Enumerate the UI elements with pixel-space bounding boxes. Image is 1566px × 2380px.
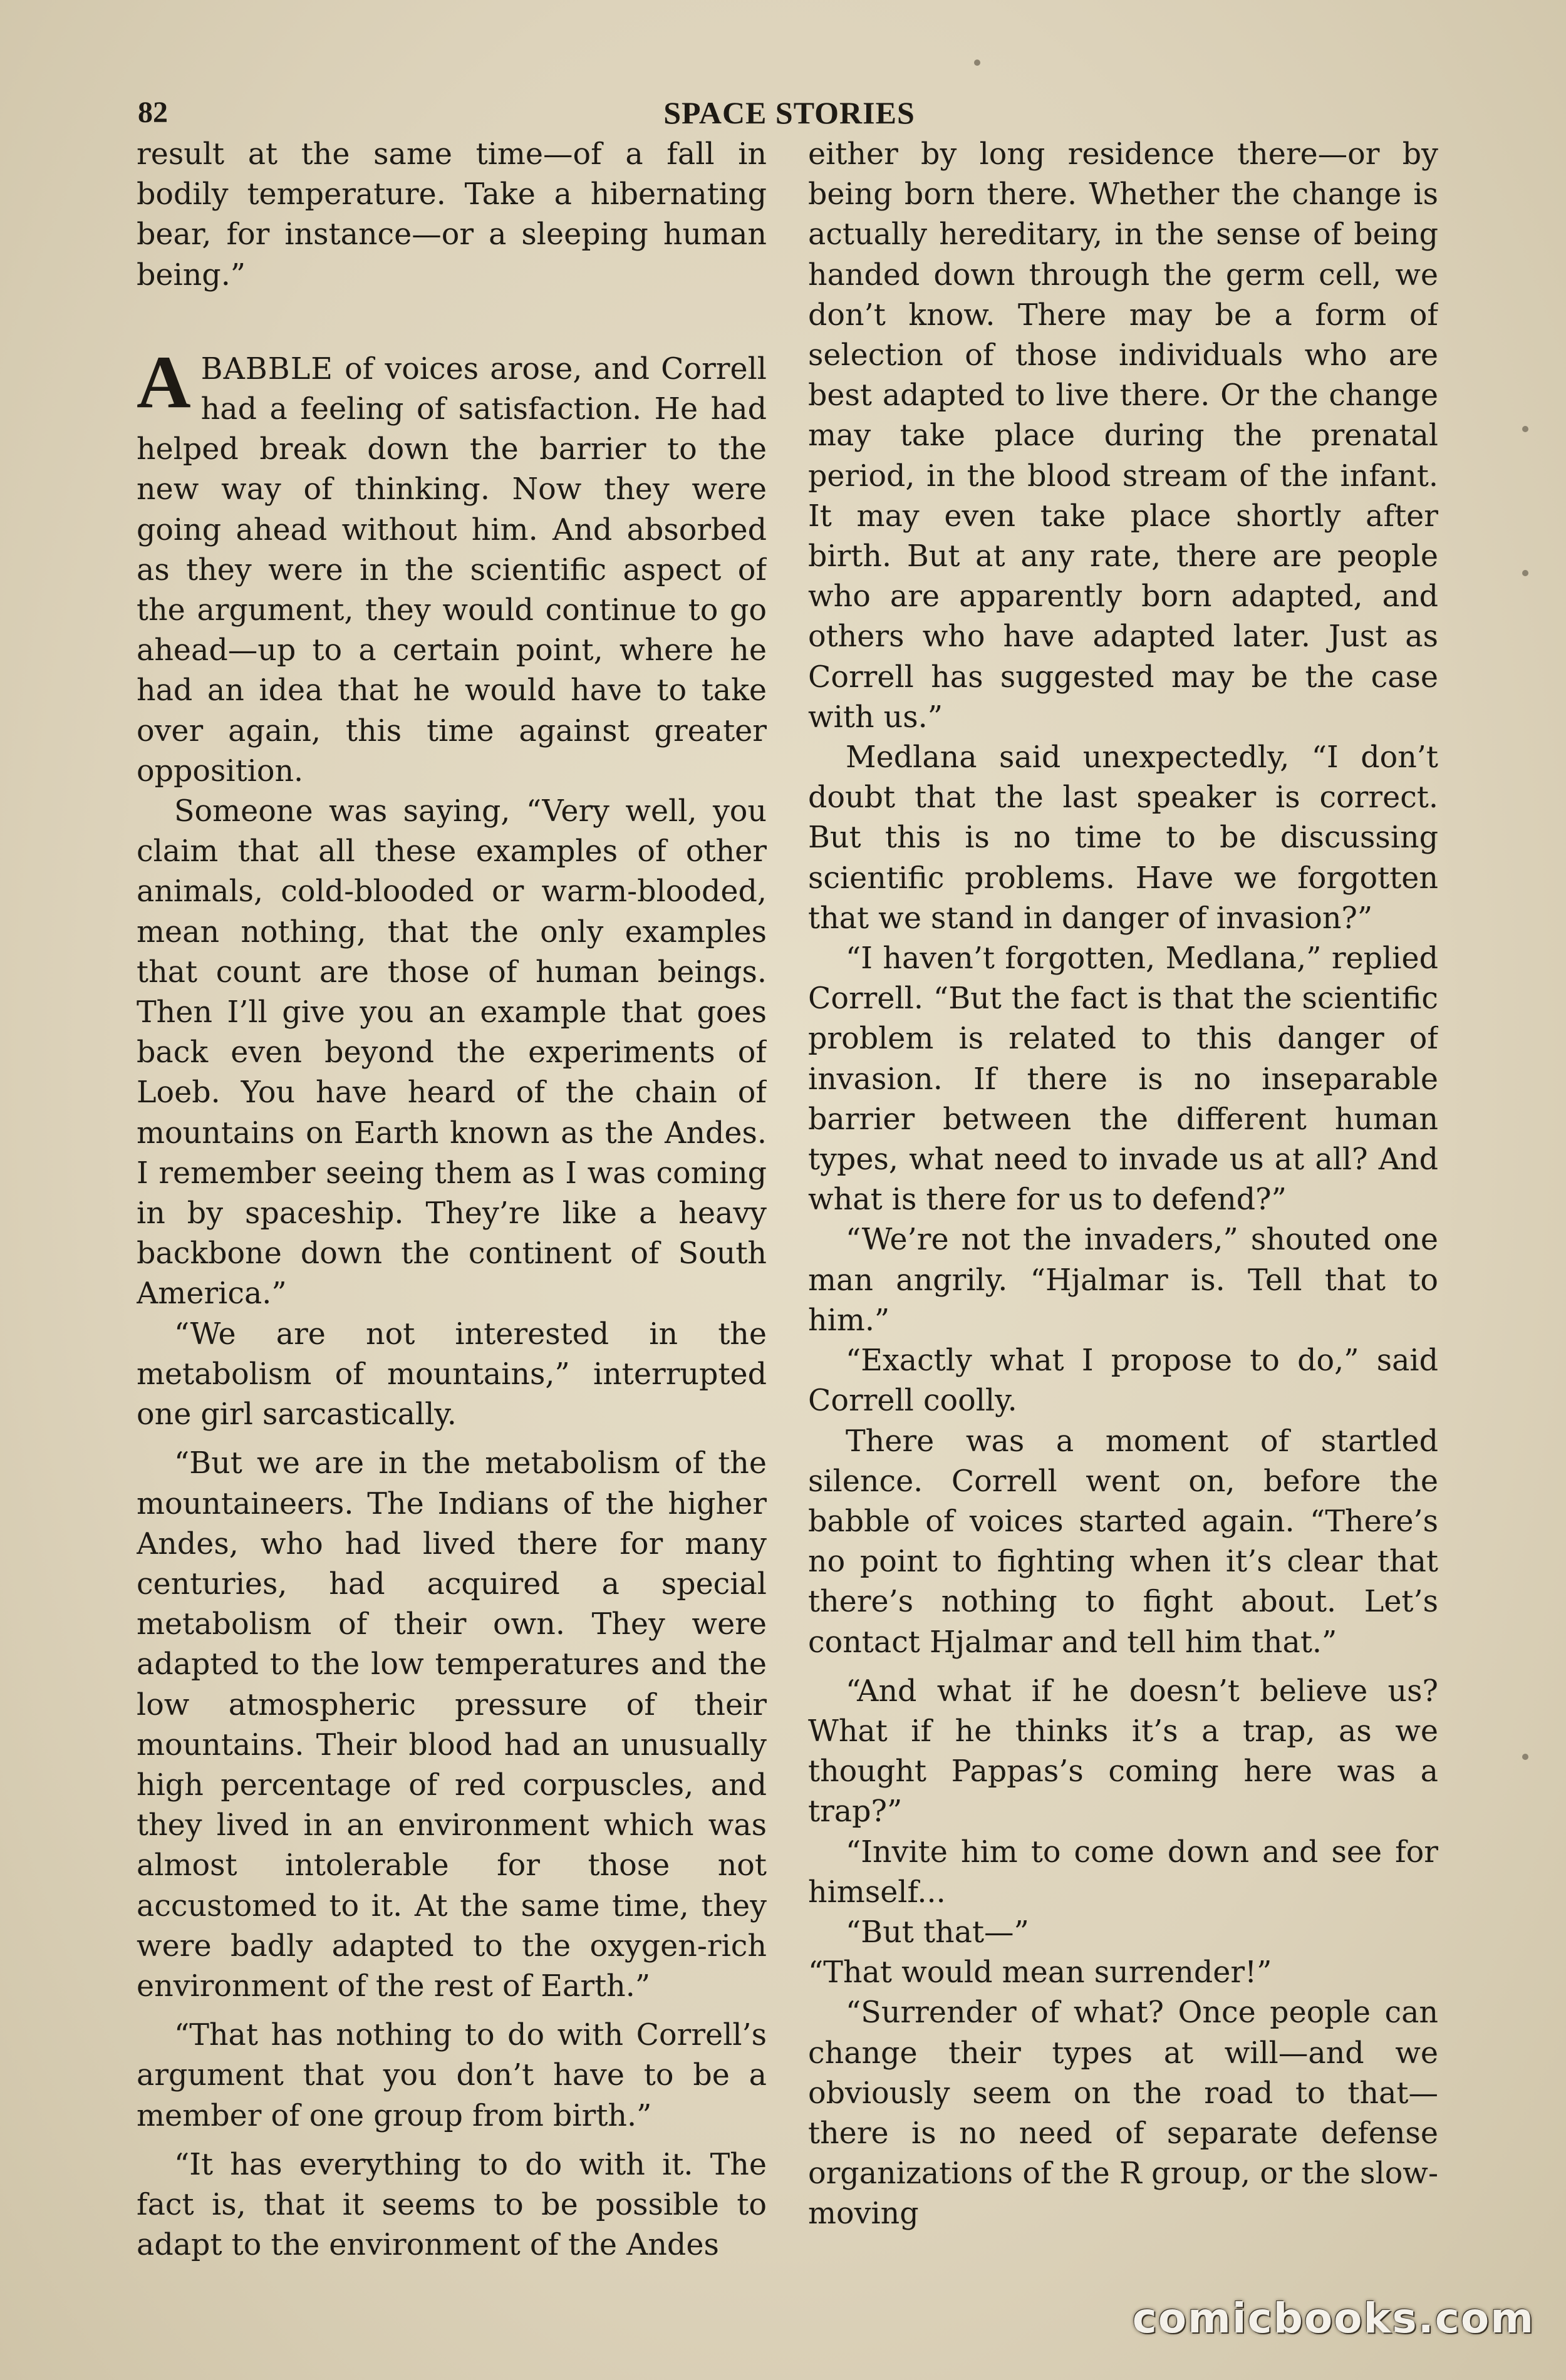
drop-cap: A: [137, 339, 191, 423]
left-column: [137, 135, 767, 2277]
paragraph: Someone was saying, “Very well, you claim that all these examples of other animals, cold-blooded or warm-blooded, mean nothing, that the only examples that count are those of human beings. Then I’ll give you an example that goes back even beyond the experiments of Loeb. You have heard of the chain of mountains on Earth known as the Andes. I remember seeing them as I was coming in by spaceship. They’re like a heavy backbone down the continent of South America.”: [137, 794, 767, 1312]
paragraph: “But that—”: [846, 1915, 1029, 1950]
page-number: 82: [138, 96, 168, 129]
paragraph: “That has nothing to do with Correll’s argument that you don’t have to be a member of one group from birth.”: [137, 2018, 767, 2133]
paragraph: “We’re not the invaders,” shouted one man angrily. “Hjalmar is. Tell that to him.”: [808, 1223, 1438, 1338]
right-column: [808, 135, 1438, 2277]
paragraph: “I haven’t forgotten, Medlana,” replied Correll. “But the fact is that the scientific problem is related to this danger of invasion. If there is no inseparable barrier between the different human types, what need to invade us at all? And what is there for us to defend?”: [808, 941, 1438, 1218]
paper-speck: [1522, 570, 1528, 576]
paragraph: “That would mean surrender!”: [808, 1955, 1272, 1990]
paragraph: Medlana said unexpectedly, “I don’t doubt that the last speaker is correct. But this is no time to be discussing scientific problems. Have we forgotten that we stand in danger of invasion?”: [808, 740, 1438, 936]
page-header: [138, 94, 1441, 138]
paragraph: “Surrender of what? Once people can change their types at will—and we obviously seem on the road to that— there is no need of separate defense organizations of the R group, or the slow-moving: [808, 1995, 1438, 2232]
paragraph: There was a moment of startled silence. Correll went on, before the babble of voices started again. “There’s no point to fighting when it’s clear that there’s nothing to fight about. Let’s contact Hjalmar and tell him that.”: [808, 1424, 1438, 1660]
paragraph: “And what if he doesn’t believe us? What if he thinks it’s a trap, as we thought Pappas’s coming here was a trap?”: [808, 1674, 1438, 1829]
paragraph: result at the same time—of a fall in bodily temperature. Take a hibernating bear, for instance—or a sleeping human being.”: [137, 137, 767, 292]
paragraph: “Invite him to come down and see for himself...: [808, 1834, 1438, 1910]
paragraph: “Exactly what I propose to do,” said Correll coolly.: [808, 1343, 1438, 1419]
paragraph: “We are not interested in the metabolism of mountains,” interrupted one girl sarcastically.: [137, 1317, 767, 1432]
lead-word: BABBLE: [200, 351, 333, 386]
paper-speck: [974, 59, 980, 66]
paragraph: “It has everything to do with it. The fact is, that it seems to be possible to adapt to the environment of the Andes: [137, 2147, 767, 2263]
paragraph: “But we are in the metabolism of the mountaineers. The Indians of the higher Andes, who had lived there for many centuries, had acquired a special metabolism of their own. They were adapted to the low temperatures and the low atmospheric pressure of their mountains. Their blood had an unusually high percentage of red corpuscles, and they lived in an environment which was almost intolerable for those not accustomed to it. At the same time, they were badly adapted to the oxygen-rich environment of the rest of Earth.”: [137, 1446, 767, 2004]
running-title: SPACE STORIES: [663, 95, 915, 130]
paragraph-text: of voices arose, and Correll had a feeling of satisfaction. He had helped break down the barrier to the new way of thinking. Now they were going ahead without him. And absorbed as they were in the scientific aspect of the argument, they would continue to go ahead—up to a certain point, where he had an idea that he would have to take over again, this time against greater opposition.: [137, 351, 767, 789]
site-watermark: comicbooks.com: [1132, 2294, 1535, 2342]
paper-speck: [1522, 1754, 1528, 1760]
paper-speck: [1522, 426, 1528, 432]
section-opening-paragraph: [137, 339, 767, 792]
paragraph: either by long residence there—or by being born there. Whether the change is actually hereditary, in the sense of being handed down through the germ cell, we don’t know. There may be a form of selection of those individuals who are best adapted to live there. Or the change may take place during the prenatal period, in the blood stream of the infant. It may even take place shortly after birth. But at any rate, there are people who are apparently born adapted, and others who have adapted later. Just as Correll has suggested may be the case with us.”: [808, 137, 1438, 735]
